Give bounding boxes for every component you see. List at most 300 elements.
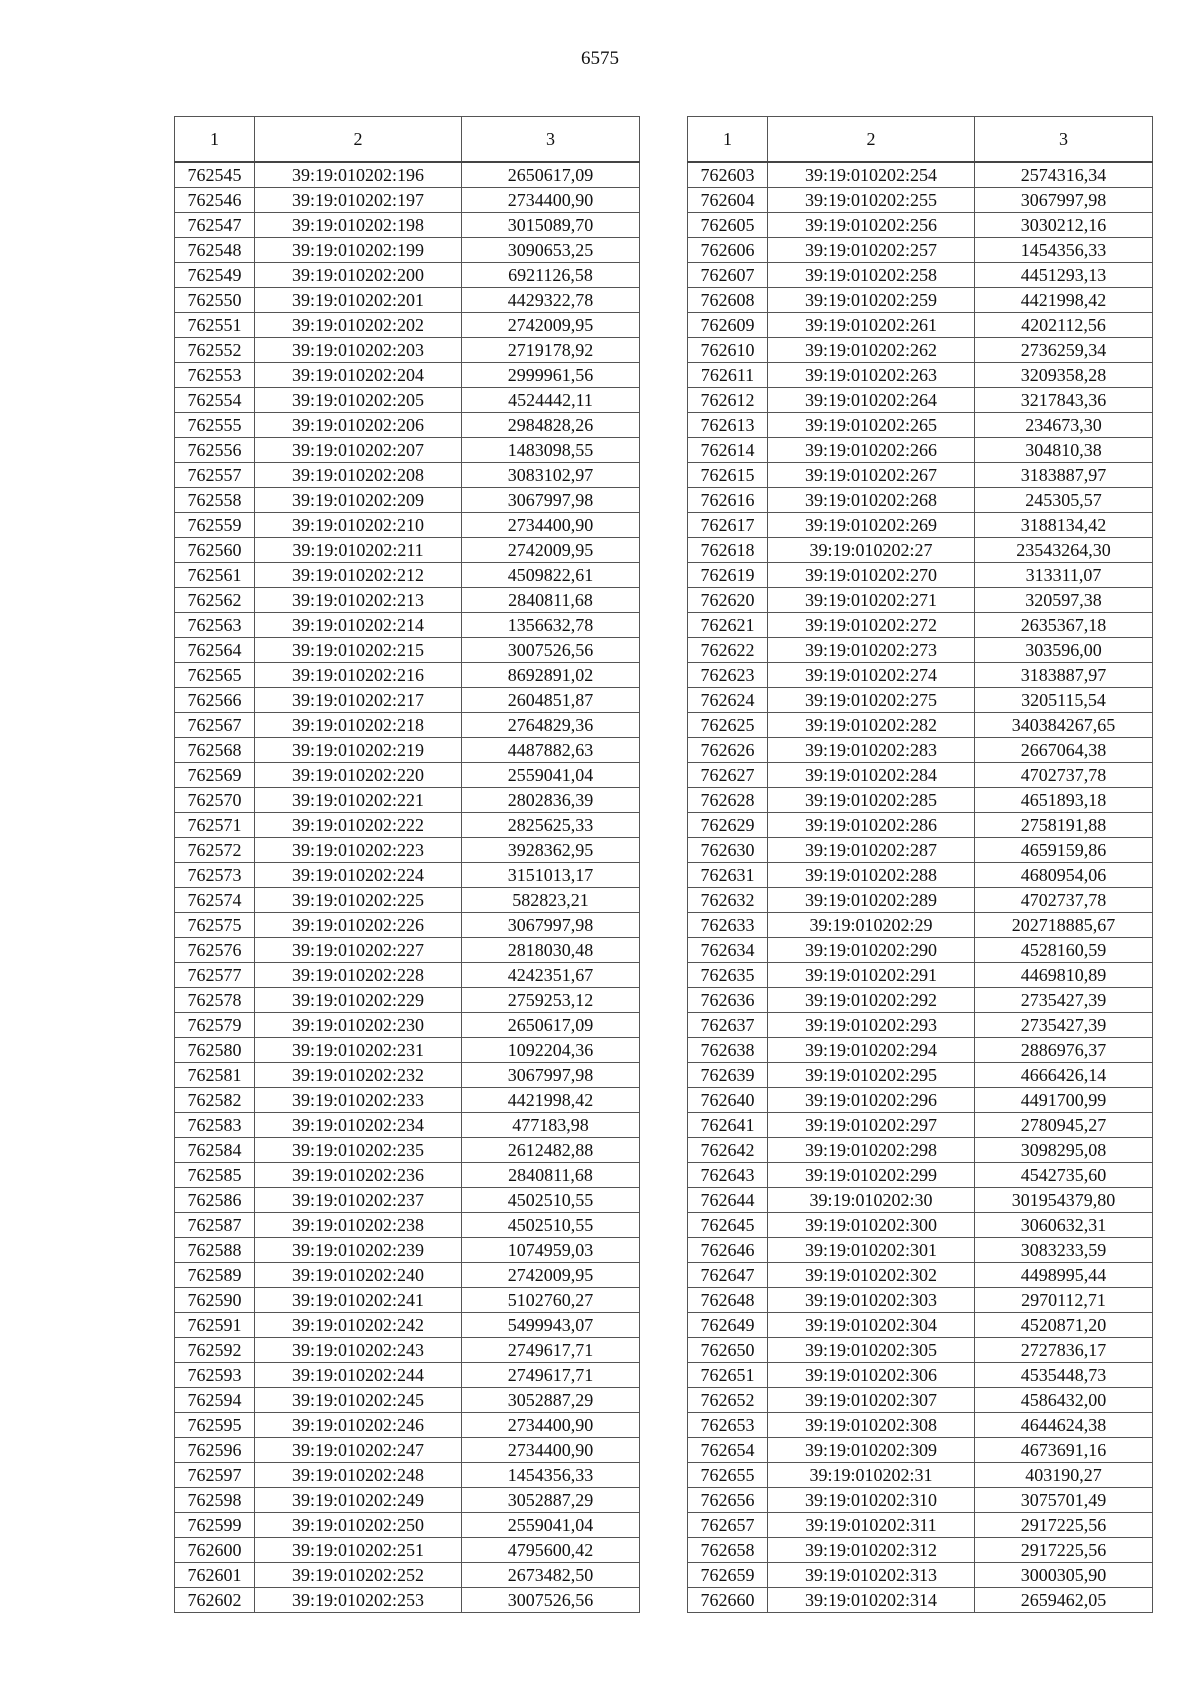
table-row: [688, 513, 1153, 538]
row-number-cell: 762652: [688, 1388, 768, 1413]
value-cell: 4680954,06: [975, 863, 1153, 888]
cadastral-number-cell: 39:19:010202:206: [255, 413, 462, 438]
table-row: [688, 1013, 1153, 1038]
table-row: [688, 488, 1153, 513]
table-row: [688, 1088, 1153, 1113]
row-number-cell: 762592: [175, 1338, 255, 1363]
table-row: [688, 1363, 1153, 1388]
cadastral-number-cell: 39:19:010202:256: [768, 213, 975, 238]
value-cell: 4502510,55: [462, 1213, 640, 1238]
value-cell: 2734400,90: [462, 513, 640, 538]
value-cell: 8692891,02: [462, 663, 640, 688]
value-cell: 3928362,95: [462, 838, 640, 863]
value-cell: 4673691,16: [975, 1438, 1153, 1463]
cadastral-number-cell: 39:19:010202:238: [255, 1213, 462, 1238]
table-row: [175, 738, 640, 763]
row-number-cell: 762587: [175, 1213, 255, 1238]
table-row: [688, 1338, 1153, 1363]
row-number-cell: 762552: [175, 338, 255, 363]
table-row: [688, 638, 1153, 663]
row-number-cell: 762657: [688, 1513, 768, 1538]
cadastral-number-cell: 39:19:010202:275: [768, 688, 975, 713]
cadastral-number-cell: 39:19:010202:314: [768, 1588, 975, 1613]
table-row: [175, 688, 640, 713]
table-row: [175, 638, 640, 663]
value-cell: 1356632,78: [462, 613, 640, 638]
cadastral-number-cell: 39:19:010202:311: [768, 1513, 975, 1538]
row-number-cell: 762651: [688, 1363, 768, 1388]
table-row: [175, 162, 640, 188]
table-row: [175, 1063, 640, 1088]
value-cell: 234673,30: [975, 413, 1153, 438]
table-row: [175, 1188, 640, 1213]
table-row: [688, 1413, 1153, 1438]
row-number-cell: 762584: [175, 1138, 255, 1163]
table-row: [175, 563, 640, 588]
row-number-cell: 762603: [688, 162, 768, 188]
cadastral-number-cell: 39:19:010202:210: [255, 513, 462, 538]
cadastral-number-cell: 39:19:010202:241: [255, 1288, 462, 1313]
row-number-cell: 762578: [175, 988, 255, 1013]
table-row: [688, 162, 1153, 188]
value-cell: 4702737,78: [975, 763, 1153, 788]
table-row: [688, 1588, 1153, 1613]
table-row: [688, 1163, 1153, 1188]
row-number-cell: 762573: [175, 863, 255, 888]
row-number-cell: 762602: [175, 1588, 255, 1613]
cadastral-number-cell: 39:19:010202:312: [768, 1538, 975, 1563]
value-cell: 477183,98: [462, 1113, 640, 1138]
row-number-cell: 762568: [175, 738, 255, 763]
value-cell: 301954379,80: [975, 1188, 1153, 1213]
cadastral-number-cell: 39:19:010202:273: [768, 638, 975, 663]
table-row: [688, 263, 1153, 288]
table-row: [175, 213, 640, 238]
cadastral-number-cell: 39:19:010202:284: [768, 763, 975, 788]
value-cell: 6921126,58: [462, 263, 640, 288]
row-number-cell: 762623: [688, 663, 768, 688]
cadastral-number-cell: 39:19:010202:242: [255, 1313, 462, 1338]
value-cell: 2719178,92: [462, 338, 640, 363]
table-row: [175, 1213, 640, 1238]
value-cell: 2734400,90: [462, 188, 640, 213]
table-row: [175, 913, 640, 938]
value-cell: 3067997,98: [975, 188, 1153, 213]
table-row: [688, 788, 1153, 813]
cadastral-number-cell: 39:19:010202:252: [255, 1563, 462, 1588]
cadastral-number-cell: 39:19:010202:300: [768, 1213, 975, 1238]
table-row: [688, 713, 1153, 738]
cadastral-number-cell: 39:19:010202:219: [255, 738, 462, 763]
table-row: [688, 1388, 1153, 1413]
value-cell: 2559041,04: [462, 763, 640, 788]
cadastral-number-cell: 39:19:010202:307: [768, 1388, 975, 1413]
value-cell: 4666426,14: [975, 1063, 1153, 1088]
table-row: [688, 238, 1153, 263]
cadastral-number-cell: 39:19:010202:237: [255, 1188, 462, 1213]
cadastral-number-cell: 39:19:010202:257: [768, 238, 975, 263]
row-number-cell: 762586: [175, 1188, 255, 1213]
row-number-cell: 762609: [688, 313, 768, 338]
value-cell: 3015089,70: [462, 213, 640, 238]
table-row: [688, 1113, 1153, 1138]
cadastral-number-cell: 39:19:010202:220: [255, 763, 462, 788]
value-cell: 1454356,33: [462, 1463, 640, 1488]
value-cell: 3217843,36: [975, 388, 1153, 413]
cadastral-number-cell: 39:19:010202:255: [768, 188, 975, 213]
table-row: [688, 1513, 1153, 1538]
value-cell: 3000305,90: [975, 1563, 1153, 1588]
cadastral-number-cell: 39:19:010202:211: [255, 538, 462, 563]
value-cell: 3067997,98: [462, 488, 640, 513]
row-number-cell: 762570: [175, 788, 255, 813]
table-row: [688, 413, 1153, 438]
table-row: [688, 463, 1153, 488]
value-cell: 2650617,09: [462, 1013, 640, 1038]
row-number-cell: 762554: [175, 388, 255, 413]
row-number-cell: 762640: [688, 1088, 768, 1113]
cadastral-number-cell: 39:19:010202:305: [768, 1338, 975, 1363]
value-cell: 2840811,68: [462, 588, 640, 613]
cadastral-number-cell: 39:19:010202:209: [255, 488, 462, 513]
table-body: [175, 162, 640, 1613]
row-number-cell: 762633: [688, 913, 768, 938]
cadastral-number-cell: 39:19:010202:244: [255, 1363, 462, 1388]
value-cell: 2650617,09: [462, 162, 640, 188]
row-number-cell: 762642: [688, 1138, 768, 1163]
value-cell: 3183887,97: [975, 663, 1153, 688]
table-row: [688, 838, 1153, 863]
value-cell: 2917225,56: [975, 1538, 1153, 1563]
row-number-cell: 762618: [688, 538, 768, 563]
value-cell: 4528160,59: [975, 938, 1153, 963]
table-row: [688, 888, 1153, 913]
table-row: [175, 863, 640, 888]
row-number-cell: 762590: [175, 1288, 255, 1313]
table-row: [688, 313, 1153, 338]
column-header-2: 2: [768, 117, 975, 163]
value-cell: 3052887,29: [462, 1488, 640, 1513]
row-number-cell: 762549: [175, 263, 255, 288]
table-row: [688, 1538, 1153, 1563]
table-row: [688, 538, 1153, 563]
value-cell: 4659159,86: [975, 838, 1153, 863]
table-row: [688, 438, 1153, 463]
table-row: [175, 588, 640, 613]
row-number-cell: 762616: [688, 488, 768, 513]
cadastral-number-cell: 39:19:010202:196: [255, 162, 462, 188]
column-header-3: 3: [462, 117, 640, 163]
value-cell: 4702737,78: [975, 888, 1153, 913]
row-number-cell: 762639: [688, 1063, 768, 1088]
table-row: [175, 613, 640, 638]
row-number-cell: 762629: [688, 813, 768, 838]
cadastral-number-cell: 39:19:010202:267: [768, 463, 975, 488]
table-row: [688, 988, 1153, 1013]
row-number-cell: 762600: [175, 1538, 255, 1563]
value-cell: 2840811,68: [462, 1163, 640, 1188]
cadastral-number-cell: 39:19:010202:270: [768, 563, 975, 588]
table-row: [175, 1263, 640, 1288]
table-row: [175, 1013, 640, 1038]
value-cell: 2612482,88: [462, 1138, 640, 1163]
row-number-cell: 762555: [175, 413, 255, 438]
cadastral-number-cell: 39:19:010202:245: [255, 1388, 462, 1413]
row-number-cell: 762630: [688, 838, 768, 863]
table-row: [688, 1138, 1153, 1163]
value-cell: 4429322,78: [462, 288, 640, 313]
table-row: [688, 1563, 1153, 1588]
row-number-cell: 762641: [688, 1113, 768, 1138]
value-cell: 3209358,28: [975, 363, 1153, 388]
table-row: [175, 513, 640, 538]
value-cell: 2764829,36: [462, 713, 640, 738]
value-cell: 2734400,90: [462, 1413, 640, 1438]
row-number-cell: 762546: [175, 188, 255, 213]
table-row: [175, 1538, 640, 1563]
table-row: [688, 913, 1153, 938]
value-cell: 4651893,18: [975, 788, 1153, 813]
cadastral-number-cell: 39:19:010202:301: [768, 1238, 975, 1263]
cadastral-number-cell: 39:19:010202:253: [255, 1588, 462, 1613]
row-number-cell: 762556: [175, 438, 255, 463]
value-cell: 4509822,61: [462, 563, 640, 588]
cadastral-number-cell: 39:19:010202:259: [768, 288, 975, 313]
cadastral-number-cell: 39:19:010202:223: [255, 838, 462, 863]
value-cell: 320597,38: [975, 588, 1153, 613]
row-number-cell: 762585: [175, 1163, 255, 1188]
value-cell: 4502510,55: [462, 1188, 640, 1213]
row-number-cell: 762548: [175, 238, 255, 263]
row-number-cell: 762632: [688, 888, 768, 913]
row-number-cell: 762628: [688, 788, 768, 813]
table-row: [175, 438, 640, 463]
cadastral-number-cell: 39:19:010202:201: [255, 288, 462, 313]
value-cell: 3090653,25: [462, 238, 640, 263]
table-row: [688, 563, 1153, 588]
row-number-cell: 762557: [175, 463, 255, 488]
row-number-cell: 762631: [688, 863, 768, 888]
table-row: [175, 1588, 640, 1613]
table-row: [688, 813, 1153, 838]
row-number-cell: 762569: [175, 763, 255, 788]
row-number-cell: 762607: [688, 263, 768, 288]
value-cell: 2825625,33: [462, 813, 640, 838]
row-number-cell: 762620: [688, 588, 768, 613]
table-row: [688, 213, 1153, 238]
value-cell: 2667064,38: [975, 738, 1153, 763]
row-number-cell: 762634: [688, 938, 768, 963]
value-cell: 3083102,97: [462, 463, 640, 488]
row-number-cell: 762606: [688, 238, 768, 263]
cadastral-number-cell: 39:19:010202:249: [255, 1488, 462, 1513]
cadastral-number-cell: 39:19:010202:225: [255, 888, 462, 913]
cadastral-number-cell: 39:19:010202:224: [255, 863, 462, 888]
value-cell: 2559041,04: [462, 1513, 640, 1538]
column-header-3: 3: [975, 117, 1153, 163]
row-number-cell: 762582: [175, 1088, 255, 1113]
row-number-cell: 762545: [175, 162, 255, 188]
cadastral-number-cell: 39:19:010202:297: [768, 1113, 975, 1138]
table-row: [688, 763, 1153, 788]
row-number-cell: 762566: [175, 688, 255, 713]
table-row: [175, 263, 640, 288]
cadastral-number-cell: 39:19:010202:286: [768, 813, 975, 838]
data-table-left: [174, 116, 640, 1613]
cadastral-number-cell: 39:19:010202:265: [768, 413, 975, 438]
cadastral-number-cell: 39:19:010202:213: [255, 588, 462, 613]
cadastral-number-cell: 39:19:010202:202: [255, 313, 462, 338]
column-header-1: 1: [175, 117, 255, 163]
value-cell: 4520871,20: [975, 1313, 1153, 1338]
value-cell: 2758191,88: [975, 813, 1153, 838]
row-number-cell: 762626: [688, 738, 768, 763]
row-number-cell: 762625: [688, 713, 768, 738]
row-number-cell: 762550: [175, 288, 255, 313]
cadastral-number-cell: 39:19:010202:236: [255, 1163, 462, 1188]
row-number-cell: 762613: [688, 413, 768, 438]
column-header-2: 2: [255, 117, 462, 163]
row-number-cell: 762560: [175, 538, 255, 563]
value-cell: 2742009,95: [462, 1263, 640, 1288]
row-number-cell: 762553: [175, 363, 255, 388]
table-row: [175, 1038, 640, 1063]
table-row: [688, 1238, 1153, 1263]
table-row: [688, 1463, 1153, 1488]
cadastral-number-cell: 39:19:010202:251: [255, 1538, 462, 1563]
row-number-cell: 762622: [688, 638, 768, 663]
table-row: [175, 313, 640, 338]
cadastral-number-cell: 39:19:010202:266: [768, 438, 975, 463]
value-cell: 2742009,95: [462, 313, 640, 338]
value-cell: 2727836,17: [975, 1338, 1153, 1363]
row-number-cell: 762659: [688, 1563, 768, 1588]
value-cell: 313311,07: [975, 563, 1153, 588]
row-number-cell: 762649: [688, 1313, 768, 1338]
table-row: [688, 1263, 1153, 1288]
table-row: [175, 1163, 640, 1188]
row-number-cell: 762644: [688, 1188, 768, 1213]
table-row: [688, 688, 1153, 713]
row-number-cell: 762604: [688, 188, 768, 213]
table-row: [688, 1288, 1153, 1313]
cadastral-number-cell: 39:19:010202:212: [255, 563, 462, 588]
value-cell: 5499943,07: [462, 1313, 640, 1338]
row-number-cell: 762627: [688, 763, 768, 788]
cadastral-number-cell: 39:19:010202:290: [768, 938, 975, 963]
table-row: [688, 663, 1153, 688]
table-row: [175, 1138, 640, 1163]
value-cell: 2749617,71: [462, 1363, 640, 1388]
value-cell: 4421998,42: [975, 288, 1153, 313]
cadastral-number-cell: 39:19:010202:296: [768, 1088, 975, 1113]
value-cell: 4498995,44: [975, 1263, 1153, 1288]
cadastral-number-cell: 39:19:010202:227: [255, 938, 462, 963]
cadastral-number-cell: 39:19:010202:226: [255, 913, 462, 938]
value-cell: 4542735,60: [975, 1163, 1153, 1188]
table-row: [688, 863, 1153, 888]
table-row: [175, 1563, 640, 1588]
row-number-cell: 762562: [175, 588, 255, 613]
table-row: [175, 463, 640, 488]
table-row: [175, 813, 640, 838]
row-number-cell: 762645: [688, 1213, 768, 1238]
table-row: [688, 1438, 1153, 1463]
table-row: [175, 788, 640, 813]
cadastral-number-cell: 39:19:010202:272: [768, 613, 975, 638]
value-cell: 2802836,39: [462, 788, 640, 813]
cadastral-number-cell: 39:19:010202:240: [255, 1263, 462, 1288]
row-number-cell: 762598: [175, 1488, 255, 1513]
table-row: [175, 1388, 640, 1413]
cadastral-number-cell: 39:19:010202:285: [768, 788, 975, 813]
table-row: [175, 1088, 640, 1113]
cadastral-number-cell: 39:19:010202:299: [768, 1163, 975, 1188]
cadastral-number-cell: 39:19:010202:234: [255, 1113, 462, 1138]
row-number-cell: 762621: [688, 613, 768, 638]
cadastral-number-cell: 39:19:010202:197: [255, 188, 462, 213]
row-number-cell: 762638: [688, 1038, 768, 1063]
value-cell: 2818030,48: [462, 938, 640, 963]
cadastral-number-cell: 39:19:010202:215: [255, 638, 462, 663]
table-row: [688, 1213, 1153, 1238]
value-cell: 3151013,17: [462, 863, 640, 888]
value-cell: 3183887,97: [975, 463, 1153, 488]
row-number-cell: 762595: [175, 1413, 255, 1438]
table-row: [175, 413, 640, 438]
value-cell: 4524442,11: [462, 388, 640, 413]
table-row: [688, 188, 1153, 213]
cadastral-number-cell: 39:19:010202:254: [768, 162, 975, 188]
table-row: [175, 388, 640, 413]
cadastral-number-cell: 39:19:010202:298: [768, 1138, 975, 1163]
table-row: [175, 1488, 640, 1513]
value-cell: 2574316,34: [975, 162, 1153, 188]
value-cell: 3060632,31: [975, 1213, 1153, 1238]
row-number-cell: 762564: [175, 638, 255, 663]
cadastral-number-cell: 39:19:010202:271: [768, 588, 975, 613]
data-table-right: [687, 116, 1153, 1613]
table-row: [688, 738, 1153, 763]
value-cell: 2735427,39: [975, 1013, 1153, 1038]
table-row: [688, 363, 1153, 388]
value-cell: 3067997,98: [462, 913, 640, 938]
table-row: [688, 613, 1153, 638]
cadastral-number-cell: 39:19:010202:289: [768, 888, 975, 913]
table-row: [688, 1038, 1153, 1063]
cadastral-number-cell: 39:19:010202:235: [255, 1138, 462, 1163]
table-row: [688, 288, 1153, 313]
table-body: [688, 162, 1153, 1613]
value-cell: 3030212,16: [975, 213, 1153, 238]
cadastral-number-cell: 39:19:010202:269: [768, 513, 975, 538]
row-number-cell: 762594: [175, 1388, 255, 1413]
row-number-cell: 762577: [175, 963, 255, 988]
table-row: [175, 288, 640, 313]
value-cell: 23543264,30: [975, 538, 1153, 563]
value-cell: 2886976,37: [975, 1038, 1153, 1063]
cadastral-number-cell: 39:19:010202:282: [768, 713, 975, 738]
row-number-cell: 762601: [175, 1563, 255, 1588]
row-number-cell: 762648: [688, 1288, 768, 1313]
cadastral-number-cell: 39:19:010202:261: [768, 313, 975, 338]
row-number-cell: 762597: [175, 1463, 255, 1488]
cadastral-number-cell: 39:19:010202:198: [255, 213, 462, 238]
value-cell: 2970112,71: [975, 1288, 1153, 1313]
value-cell: 4242351,67: [462, 963, 640, 988]
row-number-cell: 762575: [175, 913, 255, 938]
table-row: [688, 338, 1153, 363]
